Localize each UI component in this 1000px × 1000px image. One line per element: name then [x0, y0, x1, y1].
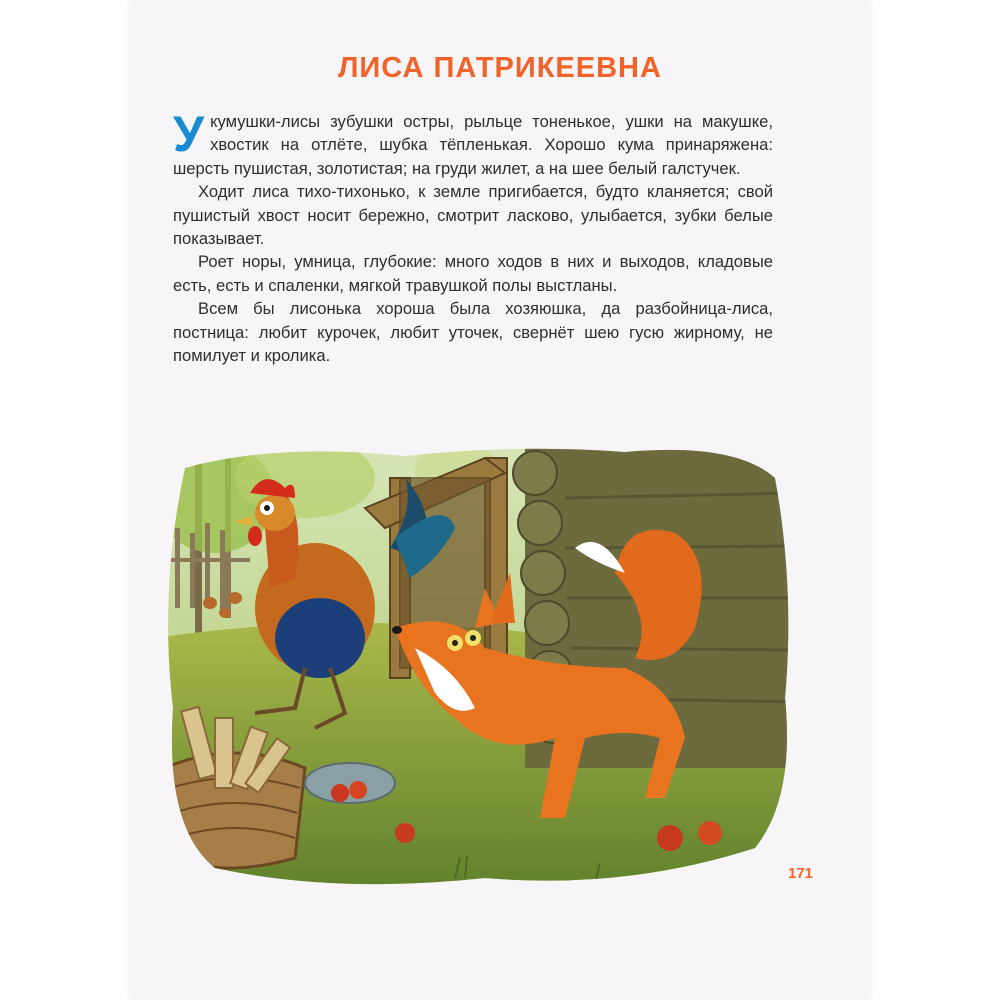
paragraph-4: Всем бы лисонька хороша была хозяюшка, да разбойница-лиса, постница: любит курочек, любит уточек, свернёт шею гусю жирному, не помилует и кролика.	[173, 299, 773, 366]
fox-rooster-illustration	[155, 438, 795, 898]
paragraph-1	[173, 106, 773, 180]
page-title: ЛИСА ПАТРИКЕЕВНА	[338, 52, 662, 84]
paragraph-1-text: кумушки-лисы зубушки остры, рыльце тоненькое, ушки на макушке, хвостик на отлёте, шубка тёпленькая. Хорошо кума принаряжена: шерсть пушистая, золотистая; на груди жилет, а на шее белый галстучек.	[173, 112, 773, 178]
drop-cap: У	[173, 106, 205, 162]
paragraph-3: Роет норы, умница, глубокие: много ходов в них и выходов, кладовые есть, есть и спаленки, мягкой травушкой полы выстланы.	[173, 252, 773, 295]
page-number: 171	[788, 865, 814, 882]
story-text	[173, 106, 773, 367]
book-page	[130, 0, 870, 1000]
paragraph-2: Ходит лиса тихо-тихонько, к земле пригибается, будто кланяется; свой пушистый хвост носит бережно, смотрит ласково, улыбается, зубки белые показывает.	[173, 182, 773, 249]
